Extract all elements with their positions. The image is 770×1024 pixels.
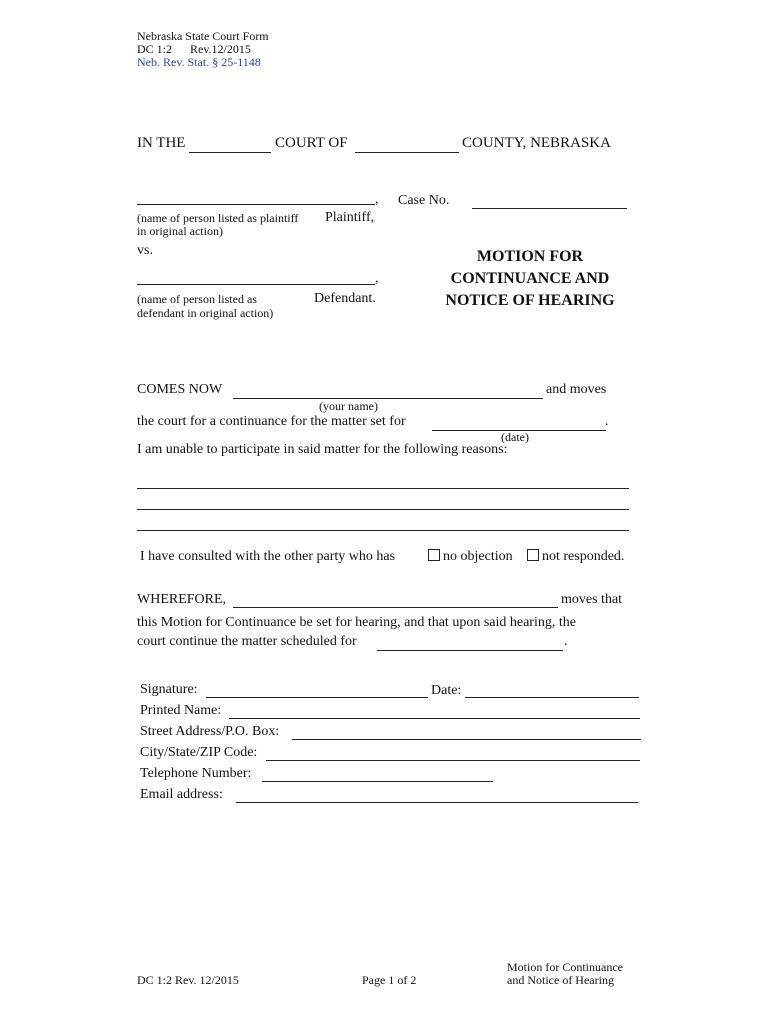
defendant-name-field[interactable] (137, 284, 375, 285)
statute-link[interactable]: Neb. Rev. Stat. § 25-1148 (137, 55, 261, 69)
reasons-intro: I am unable to participate in said matter for the following reasons: (137, 442, 508, 457)
comes-now-label: COMES NOW (137, 382, 223, 397)
defendant-note-2: defendant in original action) (137, 306, 274, 320)
plaintiff-note-1: (name of person listed as plaintiff (137, 211, 299, 225)
street-address-field[interactable] (292, 739, 641, 740)
footer-title-2: and Notice of Hearing (507, 973, 614, 987)
city-state-zip-label: City/State/ZIP Code: (140, 745, 258, 760)
title-line-2: CONTINUANCE AND (450, 270, 610, 287)
county-nebraska-label: COUNTY, NEBRASKA (462, 135, 611, 151)
telephone-label: Telephone Number: (140, 766, 252, 781)
consulted-text: I have consulted with the other party who has (140, 549, 396, 564)
reason-line-1[interactable] (137, 488, 629, 489)
telephone-field[interactable] (262, 781, 493, 782)
defendant-comma: , (375, 271, 379, 286)
in-the-label: IN THE (137, 135, 186, 151)
court-continue-text: court continue the matter scheduled for (137, 634, 357, 649)
city-state-zip-field[interactable] (266, 760, 640, 761)
wherefore-name-field[interactable] (233, 607, 558, 608)
not-responded-checkbox[interactable] (527, 549, 539, 561)
not-responded-label: not responded. (542, 549, 625, 564)
printed-name-label: Printed Name: (140, 703, 222, 718)
street-address-label: Street Address/P.O. Box: (140, 724, 280, 739)
document-title (430, 246, 630, 312)
signature-label: Signature: (140, 682, 198, 697)
email-label: Email address: (140, 787, 223, 802)
court-continue-period: . (564, 634, 568, 649)
plaintiff-name-field[interactable] (137, 204, 375, 205)
reason-line-3[interactable] (137, 530, 629, 531)
movant-name-field[interactable] (233, 398, 543, 399)
form-number: DC 1:2 (137, 42, 173, 56)
court-name-field[interactable] (189, 152, 271, 153)
county-name-field[interactable] (355, 152, 459, 153)
wherefore-label: WHEREFORE, (137, 592, 227, 607)
title-line-1: MOTION FOR (476, 248, 584, 265)
defendant-label: Defendant. (314, 291, 376, 306)
continuance-text: the court for a continuance for the matter set for (137, 414, 406, 429)
and-moves-label: and moves (546, 382, 607, 397)
case-no-label: Case No. (398, 193, 450, 208)
moves-that-label: moves that (561, 592, 623, 607)
court-of-label: COURT OF (275, 135, 348, 151)
your-name-hint: (your name) (319, 399, 378, 413)
scheduled-matter-field[interactable] (377, 650, 563, 651)
footer-form-rev: DC 1:2 Rev. 12/2015 (137, 973, 239, 987)
reason-line-2[interactable] (137, 509, 629, 510)
no-objection-option[interactable] (428, 549, 513, 565)
wherefore-paragraph: this Motion for Continuance be set for hearing, and that upon said hearing, the (137, 615, 576, 630)
footer-title-1: Motion for Continuance (507, 960, 623, 974)
case-no-field[interactable] (472, 208, 627, 209)
not-responded-option[interactable] (527, 549, 624, 565)
email-field[interactable] (236, 802, 638, 803)
continuance-period: . (605, 414, 609, 429)
date-label: Date: (431, 683, 462, 698)
signature-date-field[interactable] (465, 697, 639, 698)
plaintiff-comma: , (375, 192, 379, 207)
title-line-3: NOTICE OF HEARING (445, 292, 615, 309)
no-objection-label: no objection (443, 549, 513, 564)
no-objection-checkbox[interactable] (428, 549, 440, 561)
footer-page-number: Page 1 of 2 (362, 973, 417, 987)
printed-name-field[interactable] (229, 718, 640, 719)
plaintiff-note-2: in original action) (137, 224, 223, 238)
form-revision: Rev.12/2015 (190, 42, 251, 56)
defendant-note-1: (name of person listed as (137, 292, 257, 306)
form-name: Nebraska State Court Form (137, 29, 269, 43)
signature-field[interactable] (206, 697, 428, 698)
date-hint: (date) (501, 430, 529, 444)
plaintiff-label: Plaintiff, (325, 210, 375, 225)
vs-label: vs. (137, 243, 153, 258)
